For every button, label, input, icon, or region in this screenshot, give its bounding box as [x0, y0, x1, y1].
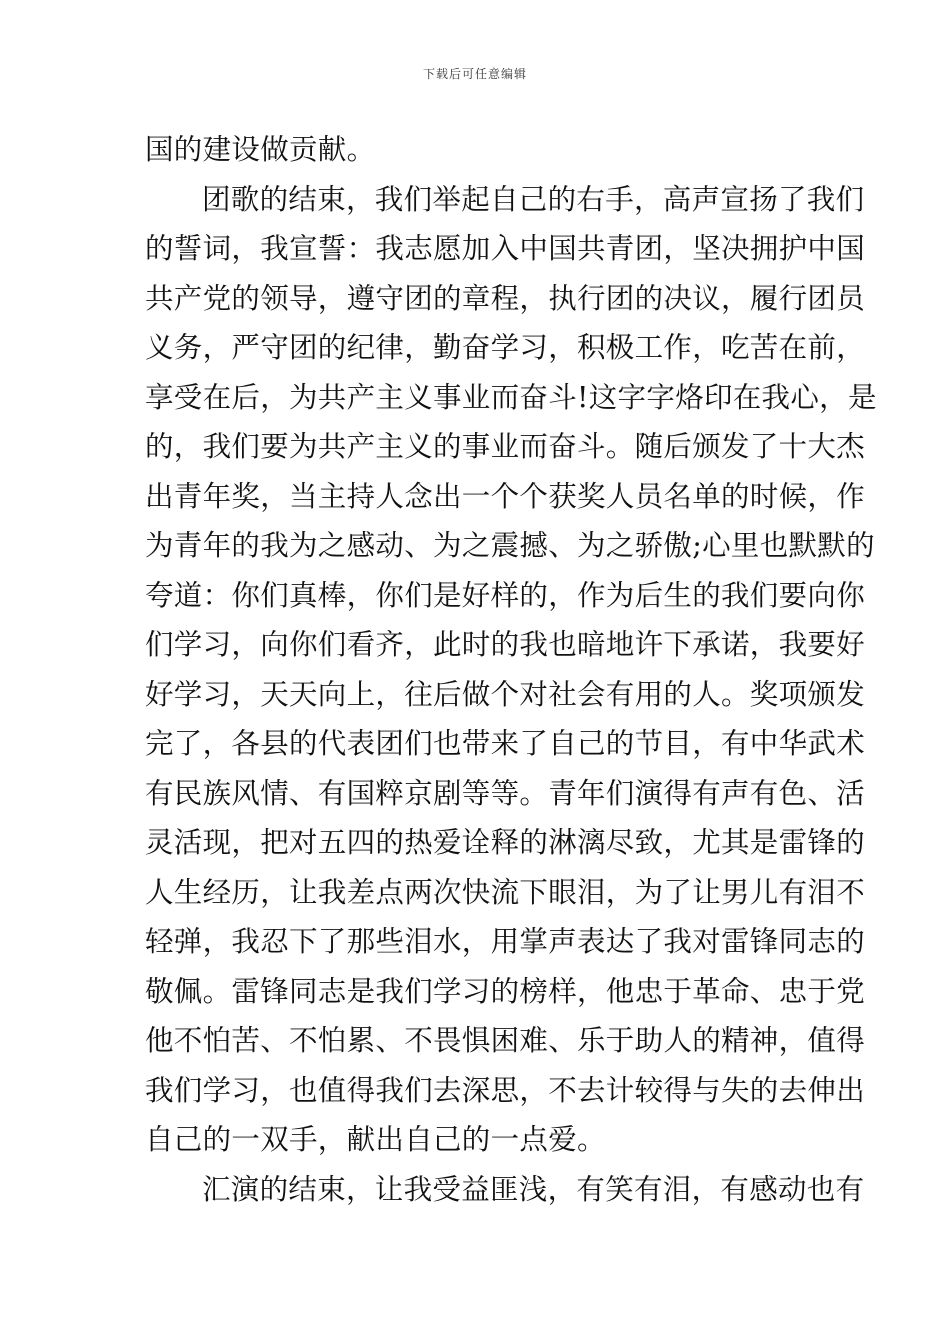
- text-line: 灵活现，把对五四的热爱诠释的淋漓尽致，尤其是雷锋的: [145, 826, 866, 859]
- text-line: 义务，严守团的纪律，勤奋学习，积极工作，吃苦在前，: [145, 331, 866, 364]
- text-line: 完了，各县的代表团们也带来了自己的节目，有中华武术: [145, 727, 866, 760]
- text-line: 有民族风情、有国粹京剧等等。青年们演得有声有色、活: [145, 776, 866, 810]
- text-line: 的誓词，我宣誓：我志愿加入中国共青团，坚决拥护中国: [145, 232, 866, 265]
- text-line: 敬佩。雷锋同志是我们学习的榜样，他忠于革命、忠于党: [145, 974, 866, 1008]
- text-line: 人生经历，让我差点两次快流下眼泪，为了让男儿有泪不: [145, 875, 866, 909]
- text-line: 自己的一双手，献出自己的一点爱。: [145, 1123, 606, 1156]
- document-body: [145, 125, 877, 1214]
- paragraph-first-line: 团歌的结束，我们举起自己的右手，高声宣扬了我们: [202, 182, 865, 216]
- text-line: 我们学习，也值得我们去深思，不去计较得与失的去伸出: [145, 1073, 866, 1107]
- text-line: 为青年的我为之感动、为之震撼、为之骄傲;心里也默默的: [145, 529, 875, 562]
- page-header: 下载后可任意编辑: [422, 67, 527, 81]
- text-line: 轻弹，我忍下了那些泪水，用掌声表达了我对雷锋同志的: [145, 925, 866, 958]
- text-line: 夸道：你们真棒，你们是好样的，作为后生的我们要向你: [145, 578, 866, 612]
- text-line: 们学习，向你们看齐，此时的我也暗地许下承诺，我要好: [145, 628, 866, 661]
- text-line: 享受在后，为共产主义事业而奋斗!这字字烙印在我心，是: [145, 380, 877, 414]
- text-line: 共产党的领导，遵守团的章程，执行团的决议，履行团员: [145, 281, 866, 315]
- text-line: 他不怕苦、不怕累、不畏惧困难、乐于助人的精神，值得: [145, 1024, 866, 1057]
- text-line: 出青年奖，当主持人念出一个个获奖人员名单的时候，作: [145, 479, 866, 513]
- paragraph-first-line: 汇演的结束，让我受益匪浅，有笑有泪，有感动也有: [202, 1172, 865, 1206]
- text-line: 的，我们要为共产主义的事业而奋斗。随后颁发了十大杰: [145, 430, 866, 463]
- text-line: 好学习，天天向上，往后做个对社会有用的人。奖项颁发: [145, 677, 866, 711]
- text-line: 国的建设做贡献。: [145, 133, 376, 166]
